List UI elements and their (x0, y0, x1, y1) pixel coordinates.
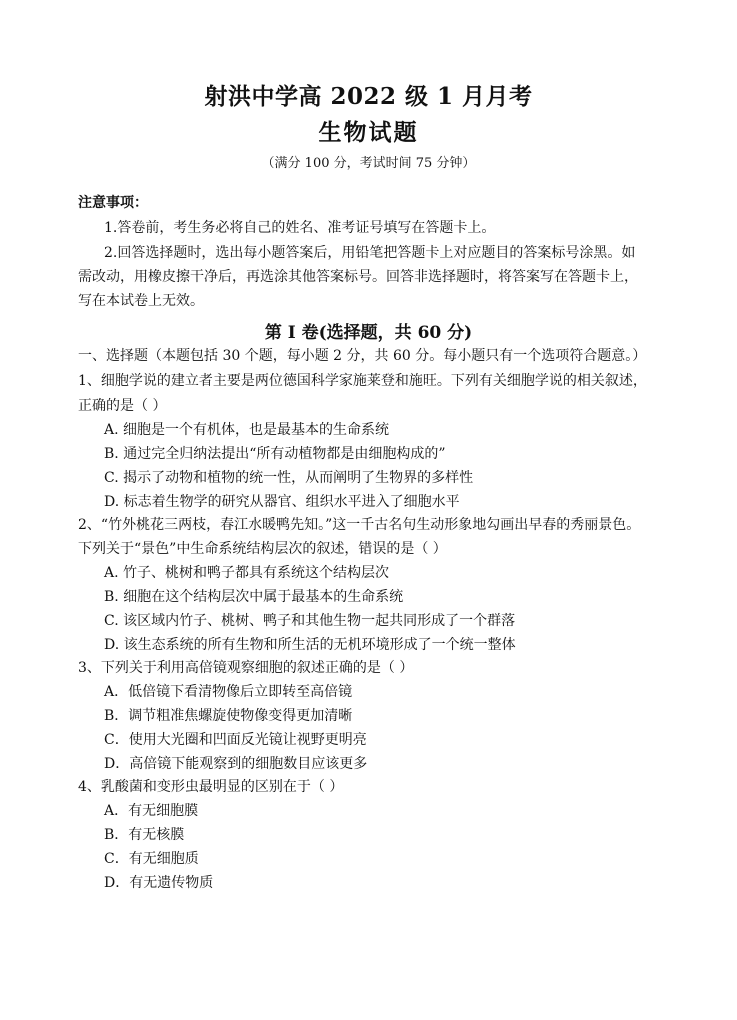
question-3-stem: 3、下列关于利用高倍镜观察细胞的叙述正确的是（ ） (78, 660, 414, 676)
question-1-option-d: D. 标志着生物学的研究从器官、组织水平进入了细胞水平 (104, 494, 460, 510)
question-1-option-c: C. 揭示了动物和植物的统一性，从而阐明了生物界的多样性 (104, 470, 474, 486)
exam-subject-title: 生物试题 (318, 119, 419, 146)
question-3-option-b: B．调节粗准焦螺旋使物像变得更加清晰 (104, 708, 353, 724)
question-2-option-c: C. 该区域内竹子、桃树、鸭子和其他生物一起共同形成了一个群落 (104, 613, 516, 629)
question-4-option-a: A．有无细胞膜 (104, 803, 199, 819)
question-3-option-a: A．低倍镜下看清物像后立即转至高倍镜 (104, 684, 353, 700)
notice-heading: 注意事项： (78, 195, 148, 211)
question-4-option-d: D．有无遗传物质 (104, 875, 214, 891)
notice-item-2-line-1: 2.回答选择题时，选出每小题答案后，用铅笔把答题卡上对应题目的答案标号涂黑。如 (104, 245, 636, 261)
notice-item-2-line-3: 写在本试卷上无效。 (78, 293, 204, 309)
question-2-option-d: D. 该生态系统的所有生物和所生活的无机环境形成了一个统一整体 (104, 637, 516, 653)
section-title: 第 I 卷(选择题，共 60 分) (264, 323, 473, 343)
question-4-stem: 4、乳酸菌和变形虫最明显的区别在于（ ） (78, 779, 344, 795)
question-2-option-b: B. 细胞在这个结构层次中属于最基本的生命系统 (104, 589, 404, 605)
question-3-option-d: D．高倍镜下能观察到的细胞数目应该更多 (104, 756, 368, 772)
question-4-option-b: B．有无核膜 (104, 827, 185, 843)
section-instruction: 一、选择题（本题包括 30 个题，每小题 2 分，共 60 分。每小题只有一个选项符合题意。） (78, 348, 647, 364)
question-1-stem-line-2: 正确的是（ ） (78, 398, 167, 414)
question-3-option-c: C．使用大光圈和凹面反光镜让视野更明亮 (104, 732, 367, 748)
question-1-option-b: B. 通过完全归纳法提出“所有动植物都是由细胞构成的” (104, 446, 446, 462)
question-2-option-a: A. 竹子、桃树和鸭子都具有系统这个结构层次 (104, 565, 390, 581)
notice-item-2-line-2: 需改动，用橡皮擦干净后，再选涂其他答案标号。回答非选择题时，将答案写在答题卡上， (78, 269, 638, 285)
notice-item-1: 1.答卷前，考生务必将自己的姓名、准考证号填写在答题卡上。 (104, 220, 496, 236)
exam-title: 射洪中学高 2022 级 1 月月考 (204, 83, 533, 110)
question-4-option-c: C．有无细胞质 (104, 851, 199, 867)
question-2-stem-line-1: 2、“竹外桃花三两枝，春江水暖鸭先知。”这一千古名句生动形象地勾画出早春的秀丽景色。 (78, 517, 641, 533)
question-1-option-a: A. 细胞是一个有机体，也是最基本的生命系统 (104, 422, 390, 438)
question-2-stem-line-2: 下列关于“景色”中生命系统结构层次的叙述，错误的是（ ） (78, 541, 447, 557)
exam-duration-note: （满分 100 分，考试时间 75 分钟） (261, 156, 476, 171)
question-1-stem-line-1: 1、细胞学说的建立者主要是两位德国科学家施莱登和施旺。下列有关细胞学说的相关叙述， (78, 373, 647, 389)
